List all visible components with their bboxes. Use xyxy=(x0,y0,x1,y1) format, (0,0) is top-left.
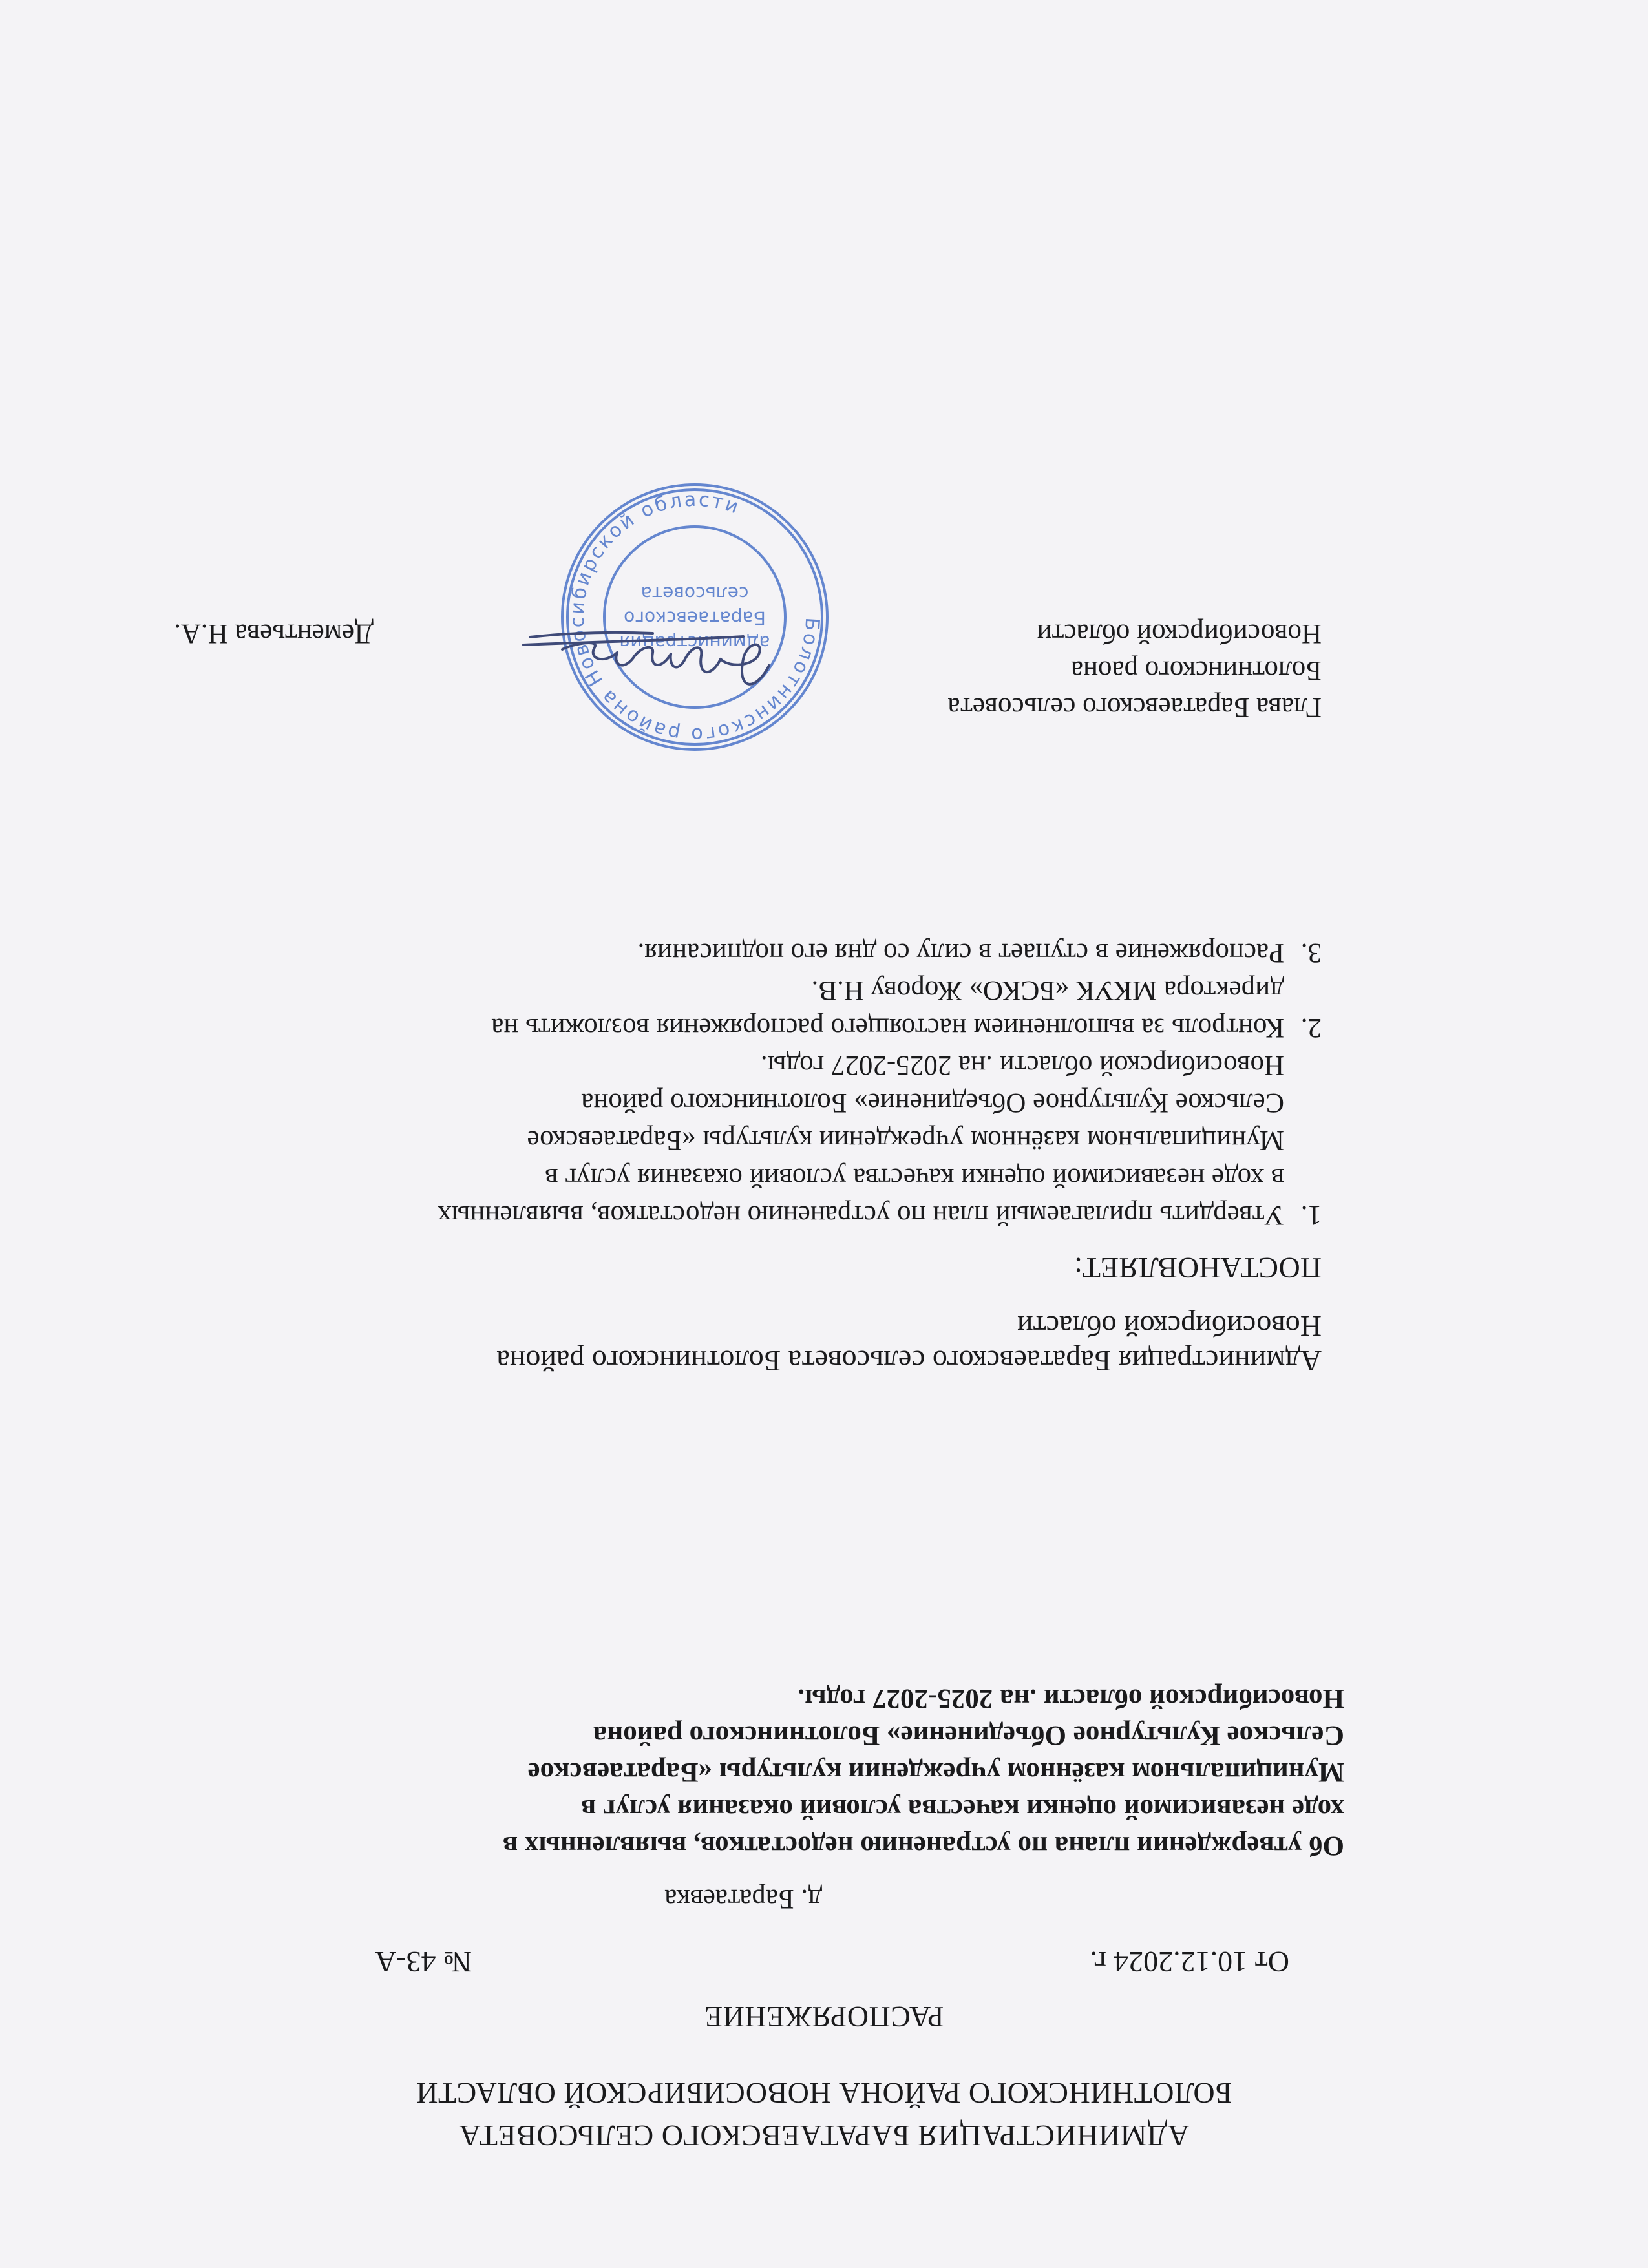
resolves-heading: ПОСТАНОВЛЯЕТ: xyxy=(1074,1252,1322,1285)
item-line: Сельское Культурное Объединение» Болотнинского района xyxy=(581,1087,1284,1118)
stamp-inner-line: администрация xyxy=(619,632,770,653)
signatory-position-line: Болотнинского раона xyxy=(1070,655,1322,686)
signatory-position-line: Новосибирской области xyxy=(1037,618,1322,649)
item-number: 2. xyxy=(1300,1013,1322,1043)
document-number: № 43-А xyxy=(375,1946,472,1979)
intro-line: Новосибирской области xyxy=(1017,1310,1322,1343)
list-item xyxy=(637,936,1322,969)
stamp-ring-text: Болотнинского района Новосибирской области xyxy=(565,488,824,746)
stamp-inner-line: сельсовета xyxy=(640,583,749,604)
title-line: Новосибирской области .на 2025-2027 годы. xyxy=(798,1683,1344,1714)
item-number: 3. xyxy=(1300,938,1322,968)
item-number: 1. xyxy=(1300,1200,1322,1230)
document-date: От 10.12.2024 г. xyxy=(1090,1946,1289,1979)
stamp-inner-line: Баратаевского xyxy=(624,607,766,629)
title-line: Муниципальном казённом учреждении культуры «Баратаевское xyxy=(527,1757,1344,1787)
title-line: Об утверждении плана по устранению недостатков, выявленных в xyxy=(502,1831,1344,1861)
place-name: д. Баратаевка xyxy=(664,1884,822,1914)
item-line: Утвердить прилагаемый план по устранению недостатков, выявленных xyxy=(438,1200,1284,1230)
resolution-items xyxy=(158,715,1322,1232)
intro-line: Администрация Баратаевского сельсовета Болотнинского района xyxy=(496,1345,1322,1378)
list-item xyxy=(438,1050,1322,1232)
header-line-1: АДМИНИСТРАЦИЯ БАРАТАЕВСКОГО СЕЛЬСОВЕТА xyxy=(458,2119,1190,2152)
document-type: РАСПОРЯЖЕНИЕ xyxy=(704,2000,944,2033)
list-item xyxy=(491,975,1322,1044)
item-line: директора МКУК «БСКО» Жорову Н.В. xyxy=(811,975,1284,1005)
header-line-2: БОЛОТНИНСКОГО РАЙОНА НОВОСИБИРСКОЙ ОБЛАСТИ xyxy=(416,2077,1232,2110)
title-line: ходе независимой оценки качества условий оказания услуг в xyxy=(580,1794,1344,1824)
signatory-position-line: Глава Баратаевского сельсовета xyxy=(947,692,1322,722)
handwritten-signature xyxy=(511,607,782,704)
item-line: Новосибирской области .на 2025-2027 годы. xyxy=(760,1050,1284,1080)
item-line: в ходе независимой оценки качества условий оказания услуг в xyxy=(545,1162,1284,1193)
item-line: Муниципальном казённом учреждении культуры «Баратаевское xyxy=(527,1125,1284,1155)
title-line: Сельское Культурное Объединение» Болотнинского района xyxy=(593,1720,1344,1750)
item-line: Контроль за выполнением настоящего распоряжения возложить на xyxy=(491,1013,1284,1043)
signatory-name: Дементьева Н.А. xyxy=(174,618,374,649)
item-line: Распоряжение в ступает в силу со дня его подписания. xyxy=(637,938,1284,968)
